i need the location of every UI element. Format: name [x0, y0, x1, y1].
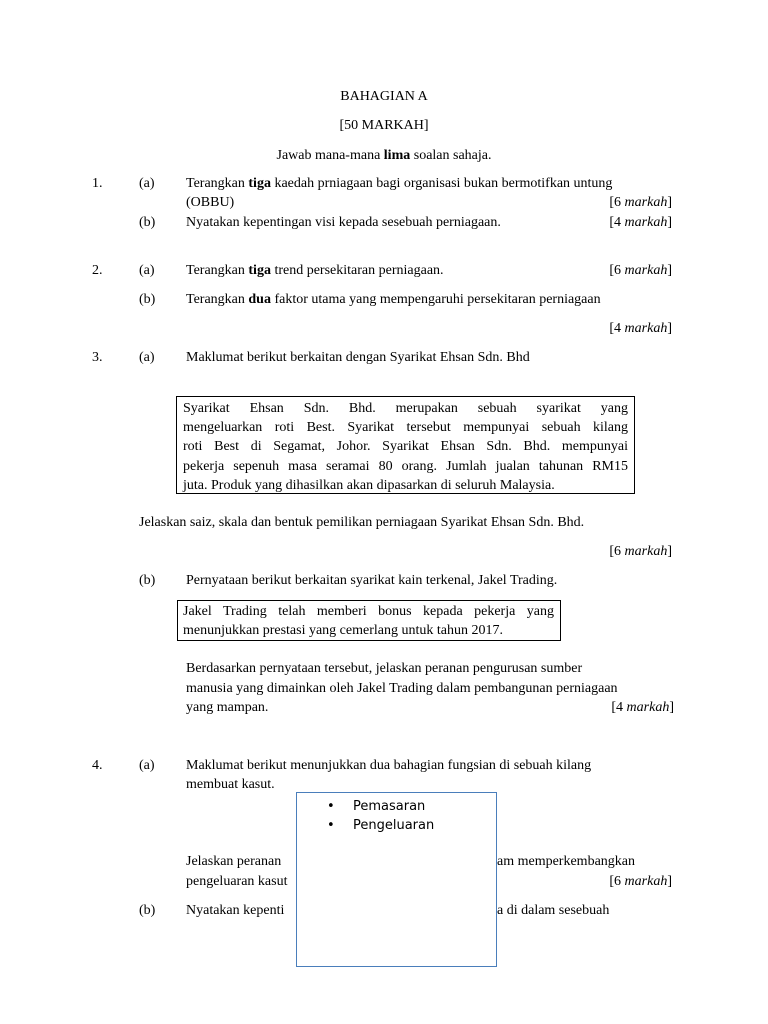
q2b-label: (b): [139, 292, 156, 307]
list-item: [297, 798, 496, 817]
q2a-marks: [6 markah]: [609, 263, 672, 278]
q3a-box-line: roti Best di Segamat, Johor. Syarikat Ehsan Sdn. Bhd. mempunyai: [183, 439, 628, 455]
q4a-intro-line: Maklumat berikut menunjukkan dua bahagian fungsian di sebuah kilang: [186, 758, 592, 773]
q3a-box-line: Syarikat Ehsan Sdn. Bhd. merupakan sebuah syarikat yang: [183, 401, 628, 416]
q4a-question-right: am memperkembangkan: [497, 854, 636, 869]
q1a-text: Terangkan tiga kaedah prniagaan bagi organisasi bukan bermotifkan untung: [186, 176, 613, 191]
q4a-intro-line: membuat kasut.: [186, 777, 275, 792]
q4a-functions-box: [296, 792, 497, 967]
q4a-marks: [6 markah]: [609, 874, 672, 889]
section-marks: [50 MARKAH]: [339, 118, 429, 133]
list-item: [297, 817, 496, 836]
q3b-box-line: Jakel Trading telah memberi bonus kepada pekerja yang: [183, 604, 554, 619]
q3b-question-line: manusia yang dimainkan oleh Jakel Trading dalam pembangunan perniagaan: [186, 681, 618, 696]
q4a-label: (a): [139, 758, 155, 773]
q3-number: 3.: [92, 350, 103, 365]
function-item-label: Pengeluaran: [353, 818, 435, 833]
q3b-info-box: [177, 600, 561, 641]
bullet-icon: •: [327, 818, 335, 833]
q2a-text: Terangkan tiga trend persekitaran perniagaan.: [186, 263, 444, 278]
bullet-icon: •: [327, 799, 335, 814]
q3a-question: Jelaskan saiz, skala dan bentuk pemilikan perniagaan Syarikat Ehsan Sdn. Bhd.: [139, 515, 585, 530]
q3b-box-line: menunjukkan prestasi yang cemerlang untuk tahun 2017.: [183, 623, 503, 638]
q2a-label: (a): [139, 263, 155, 278]
q4a-question-left: Jelaskan peranan: [186, 854, 282, 869]
q1-number: 1.: [92, 176, 103, 191]
q1b-text: Nyatakan kepentingan visi kepada sesebuah perniagaan.: [186, 215, 501, 230]
q4-number: 4.: [92, 758, 103, 773]
q4b-text-right: a di dalam sesebuah: [497, 903, 610, 918]
q1b-label: (b): [139, 215, 156, 230]
q4b-label: (b): [139, 903, 156, 918]
function-item-label: Pemasaran: [353, 799, 426, 814]
q2-number: 2.: [92, 263, 103, 278]
q3a-box-line: mengeluarkan roti Best. Syarikat tersebut mempunyai sebuah kilang: [183, 420, 628, 436]
q3b-marks: [4 markah]: [611, 700, 674, 715]
q3b-question-line: yang mampan.: [186, 700, 269, 715]
q1a-label: (a): [139, 176, 155, 191]
q2b-text: Terangkan dua faktor utama yang mempengaruhi persekitaran perniagaan: [186, 292, 601, 307]
q3a-box-line: juta. Produk yang dihasilkan akan dipasarkan di seluruh Malaysia.: [183, 477, 555, 493]
q1b-marks: [4 markah]: [609, 215, 672, 230]
q3a-box-line: pekerja sepenuh masa seramai 80 orang. Jumlah jualan tahunan RM15: [183, 458, 628, 474]
q2b-marks: [4 markah]: [609, 321, 672, 336]
q3b-label: (b): [139, 573, 156, 588]
section-instruction: Jawab mana-mana lima soalan sahaja.: [276, 148, 492, 163]
q3a-intro: Maklumat berikut berkaitan dengan Syarikat Ehsan Sdn. Bhd: [186, 350, 530, 365]
q1a-marks: [6 markah]: [609, 195, 672, 210]
q3a-label: (a): [139, 350, 155, 365]
q3b-intro: Pernyataan berikut berkaitan syarikat kain terkenal, Jakel Trading.: [186, 573, 558, 588]
q1a-text-line2: (OBBU): [186, 195, 235, 210]
q3a-marks: [6 markah]: [609, 544, 672, 559]
q4b-text-left: Nyatakan kepenti: [186, 903, 285, 918]
q3b-question-line: Berdasarkan pernyataan tersebut, jelaskan peranan pengurusan sumber: [186, 661, 583, 676]
section-title: BAHAGIAN A: [340, 89, 428, 104]
q3a-info-box: [176, 396, 635, 494]
q4a-question-left-line2: pengeluaran kasut: [186, 874, 288, 889]
